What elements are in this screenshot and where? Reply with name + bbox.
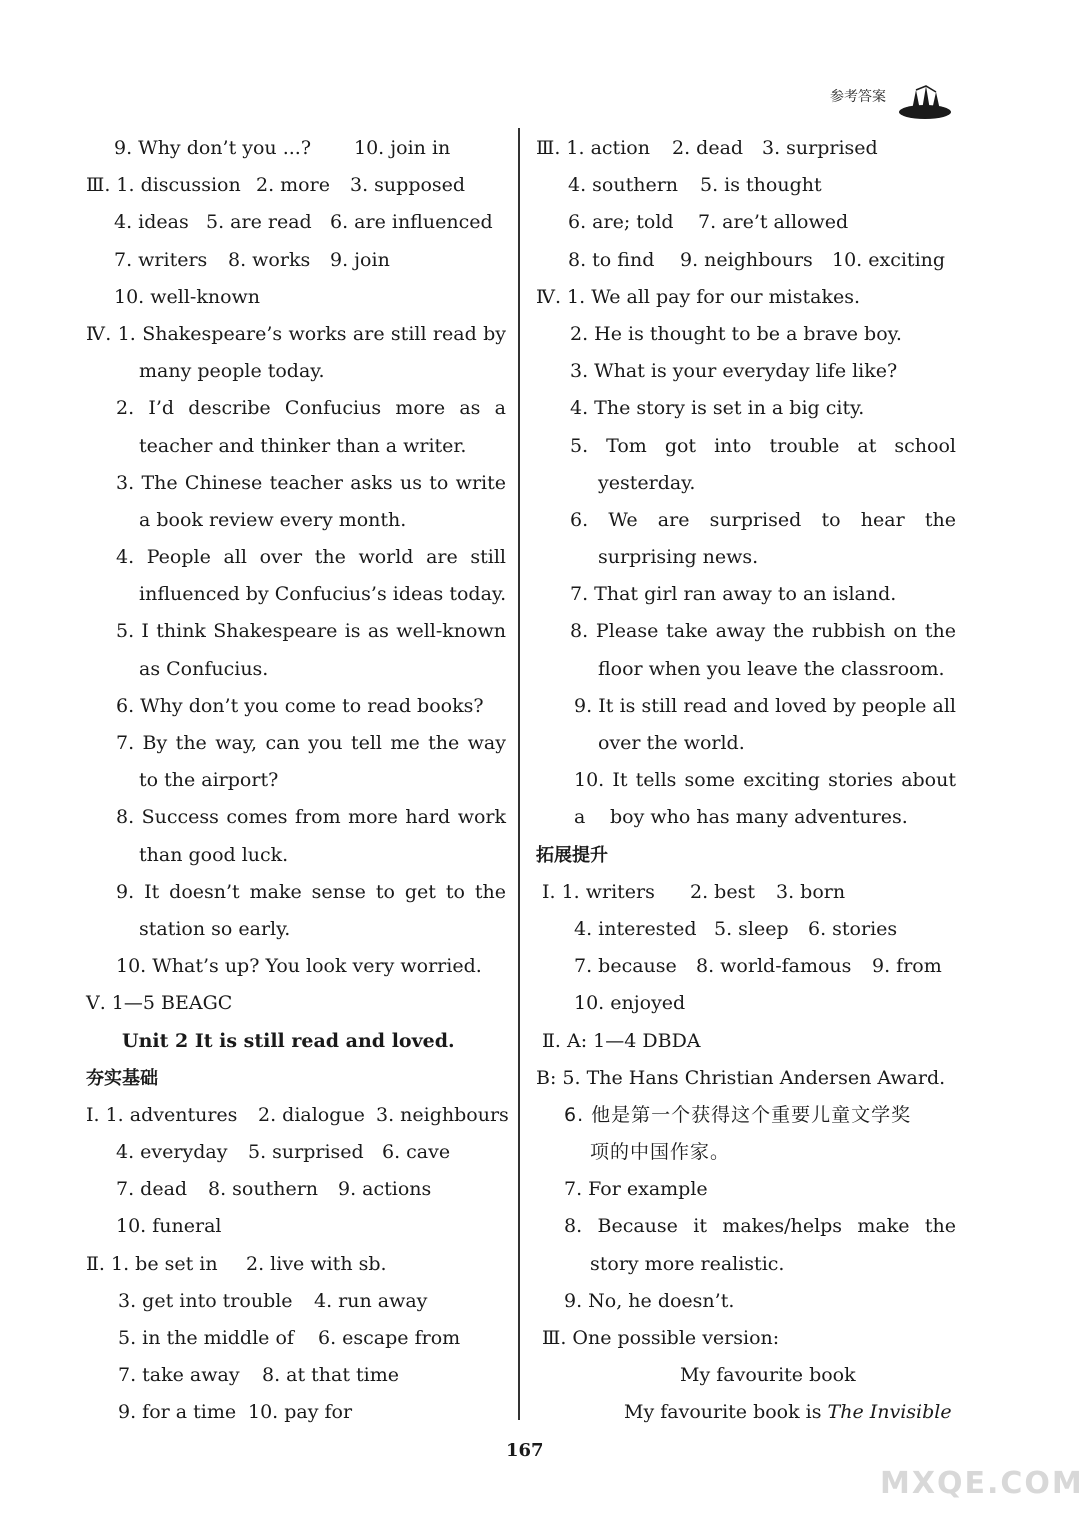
answer-line bbox=[536, 242, 956, 279]
right-column bbox=[536, 130, 956, 1432]
answer-item: 8. world-famous bbox=[696, 955, 852, 978]
answer-item: 9. from bbox=[872, 955, 942, 978]
answer-line: as Confucius. bbox=[139, 657, 269, 680]
answer-item: 4. southern bbox=[568, 174, 679, 197]
answer-line: 2. I’d describe Confucius more as a bbox=[116, 397, 506, 420]
answer-item: 6. cave bbox=[382, 1141, 451, 1164]
answer-item: 3. get into trouble bbox=[118, 1289, 293, 1312]
answer-line: 项的中国作家。 bbox=[590, 1141, 731, 1164]
answer-line: Ⅱ. A: 1—4 DBDA bbox=[542, 1029, 701, 1052]
answer-item: Ⅰ. 1. writers bbox=[542, 880, 655, 903]
answer-line bbox=[536, 911, 956, 948]
answer-line: 3. The Chinese teacher asks us to write bbox=[116, 471, 506, 494]
answer-item: 2. more bbox=[256, 174, 330, 197]
section-heading: 夯实基础 bbox=[86, 1067, 158, 1089]
answer-line: 4. The story is set in a big city. bbox=[570, 397, 865, 420]
answer-line bbox=[86, 1357, 506, 1394]
book-title: The Invisible bbox=[827, 1401, 952, 1424]
answer-line: 8. Success comes from more hard work bbox=[116, 806, 506, 829]
answer-line bbox=[86, 1283, 506, 1320]
answer-line: 3. What is your everyday life like? bbox=[570, 360, 898, 383]
left-column bbox=[86, 130, 509, 1432]
answer-item: 9. actions bbox=[338, 1178, 432, 1201]
answer-item: 10. pay for bbox=[248, 1401, 353, 1424]
essay-text: My favourite book is bbox=[624, 1401, 822, 1424]
answer-line bbox=[86, 204, 506, 241]
answer-line: Ⅴ. 1—5 BEAGC bbox=[86, 992, 233, 1015]
answer-line: 5. Tom got into trouble at school bbox=[570, 434, 956, 457]
answer-line: surprising news. bbox=[598, 546, 759, 569]
answer-line: influenced by Confucius’s ideas today. bbox=[139, 583, 507, 606]
answer-item: 5. is thought bbox=[700, 174, 822, 197]
answer-line: boy who has many adventures. bbox=[610, 806, 908, 829]
answer-line bbox=[536, 874, 956, 911]
answer-item: 3. surprised bbox=[762, 137, 878, 159]
answer-line: 10. It tells some exciting stories about a bbox=[574, 769, 956, 829]
answer-item: 3. supposed bbox=[350, 174, 466, 197]
answer-item: 10. exciting bbox=[832, 248, 946, 271]
answer-item: 4. ideas bbox=[114, 211, 189, 234]
essay-title: My favourite book bbox=[680, 1364, 856, 1387]
answer-item: 8. to find bbox=[568, 248, 655, 271]
answer-line: 2. He is thought to be a brave boy. bbox=[570, 322, 902, 345]
answer-line: 9. It is still read and loved by people all bbox=[574, 694, 956, 717]
answer-line: floor when you leave the classroom. bbox=[598, 657, 945, 680]
column-divider bbox=[518, 128, 520, 1420]
answer-item: 5. sleep bbox=[714, 917, 789, 940]
answer-line bbox=[86, 242, 506, 279]
answer-item: 6. escape from bbox=[318, 1327, 461, 1349]
answer-item: Ⅲ. 1. action bbox=[536, 137, 650, 159]
answer-item: 9. for a time bbox=[118, 1401, 237, 1424]
header-logo-icon bbox=[898, 80, 952, 120]
answer-item: 6. are; told bbox=[568, 211, 674, 234]
answer-line: to the airport? bbox=[139, 769, 279, 792]
answer-line: 6. 他是第一个获得这个重要儿童文学奖 bbox=[564, 1103, 912, 1126]
answer-item: 7. writers bbox=[114, 248, 208, 271]
answer-item: 7. dead bbox=[116, 1178, 188, 1201]
answer-line: 10. enjoyed bbox=[574, 992, 686, 1015]
answer-item: 4. everyday bbox=[116, 1141, 228, 1164]
answer-line: B: 5. The Hans Christian Andersen Award. bbox=[536, 1066, 946, 1089]
answer-item: 3. born bbox=[776, 880, 846, 903]
answer-item: 6. stories bbox=[808, 917, 898, 940]
answer-line bbox=[86, 1246, 506, 1283]
answer-line bbox=[86, 1394, 506, 1431]
answer-line: teacher and thinker than a writer. bbox=[139, 434, 467, 457]
answer-line: 7. For example bbox=[564, 1178, 708, 1201]
unit-title: Unit 2 It is still read and loved. bbox=[122, 1029, 455, 1052]
answer-line: than good luck. bbox=[139, 843, 289, 866]
answer-item: 4. interested bbox=[574, 917, 697, 940]
answer-line: Ⅳ. 1. Shakespeare’s works are still read by bbox=[86, 322, 506, 345]
answer-line: 8. Because it makes/helps make the bbox=[564, 1215, 956, 1238]
answer-line: Ⅳ. 1. We all pay for our mistakes. bbox=[536, 285, 861, 308]
answer-line bbox=[86, 1134, 506, 1171]
answer-item: 5. are read bbox=[206, 211, 312, 234]
answer-item: 9. neighbours bbox=[680, 248, 813, 271]
answer-line: many people today. bbox=[139, 360, 325, 383]
answer-item: 2. live with sb. bbox=[246, 1252, 387, 1275]
answer-item: 2. best bbox=[690, 880, 755, 903]
answer-item: 2. dead bbox=[672, 137, 744, 159]
answer-line: yesterday. bbox=[598, 471, 696, 494]
answer-line: 10. What’s up? You look very worried. bbox=[116, 955, 482, 978]
answer-item: 7. take away bbox=[118, 1364, 240, 1387]
answer-line bbox=[86, 167, 506, 204]
answer-item: 5. in the middle of bbox=[118, 1327, 294, 1349]
answer-item: 5. surprised bbox=[248, 1141, 364, 1164]
answer-line: 7. By the way, can you tell me the way bbox=[116, 732, 506, 754]
answer-line bbox=[536, 948, 956, 985]
answer-line: 6. We are surprised to hear the bbox=[570, 508, 956, 531]
answer-line: Ⅲ. One possible version: bbox=[542, 1327, 780, 1349]
answer-item: 2. dialogue bbox=[258, 1103, 365, 1126]
answer-item: 3. neighbours bbox=[376, 1103, 509, 1126]
answer-line: 5. I think Shakespeare is as well-known bbox=[116, 620, 506, 643]
answer-line: over the world. bbox=[598, 732, 745, 754]
answer-line bbox=[86, 279, 506, 316]
answer-line: 10. funeral bbox=[116, 1215, 222, 1238]
answer-item: Ⅲ. 1. discussion bbox=[86, 174, 241, 197]
answer-item: 4. run away bbox=[314, 1289, 428, 1312]
answer-line bbox=[86, 130, 506, 167]
answer-item: 6. are influenced bbox=[330, 211, 493, 234]
header-label: 参考答案 bbox=[830, 89, 886, 105]
answer-line: 9. No, he doesn’t. bbox=[564, 1289, 735, 1312]
page-number: 167 bbox=[506, 1440, 544, 1461]
answer-item: 10. join in bbox=[354, 137, 451, 159]
answer-line bbox=[86, 1171, 506, 1208]
answer-item: 9. join bbox=[330, 248, 390, 271]
answer-item: 8. southern bbox=[208, 1178, 319, 1201]
watermark: MXQE.COM bbox=[880, 1466, 1084, 1501]
answer-line: 9. It doesn’t make sense to get to the bbox=[116, 880, 506, 903]
answer-line: station so early. bbox=[139, 917, 291, 940]
answer-item: 9. Why don’t you ...? bbox=[114, 137, 312, 159]
answer-item: 7. because bbox=[574, 955, 677, 978]
answer-item: 10. well-known bbox=[114, 285, 261, 308]
answer-line bbox=[536, 167, 956, 204]
answer-line: 8. Please take away the rubbish on the bbox=[570, 620, 956, 643]
answer-item: 8. at that time bbox=[262, 1364, 400, 1387]
answer-line bbox=[536, 130, 956, 167]
answer-line: story more realistic. bbox=[590, 1252, 785, 1275]
answer-line: a book review every month. bbox=[139, 508, 407, 531]
answer-line bbox=[86, 1097, 509, 1134]
answer-item: Ⅱ. 1. be set in bbox=[86, 1252, 218, 1275]
answer-line bbox=[536, 204, 956, 241]
section-heading: 拓展提升 bbox=[536, 844, 608, 866]
answer-item: 8. works bbox=[228, 248, 311, 271]
essay-line bbox=[536, 1394, 956, 1431]
answer-item: Ⅰ. 1. adventures bbox=[86, 1103, 238, 1126]
answer-line: 4. People all over the world are still bbox=[116, 546, 506, 569]
answer-line: 6. Why don’t you come to read books? bbox=[116, 694, 484, 717]
answer-item: 7. are’t allowed bbox=[698, 211, 849, 234]
answer-line bbox=[86, 1320, 506, 1357]
answer-line: 7. That girl ran away to an island. bbox=[570, 583, 897, 606]
